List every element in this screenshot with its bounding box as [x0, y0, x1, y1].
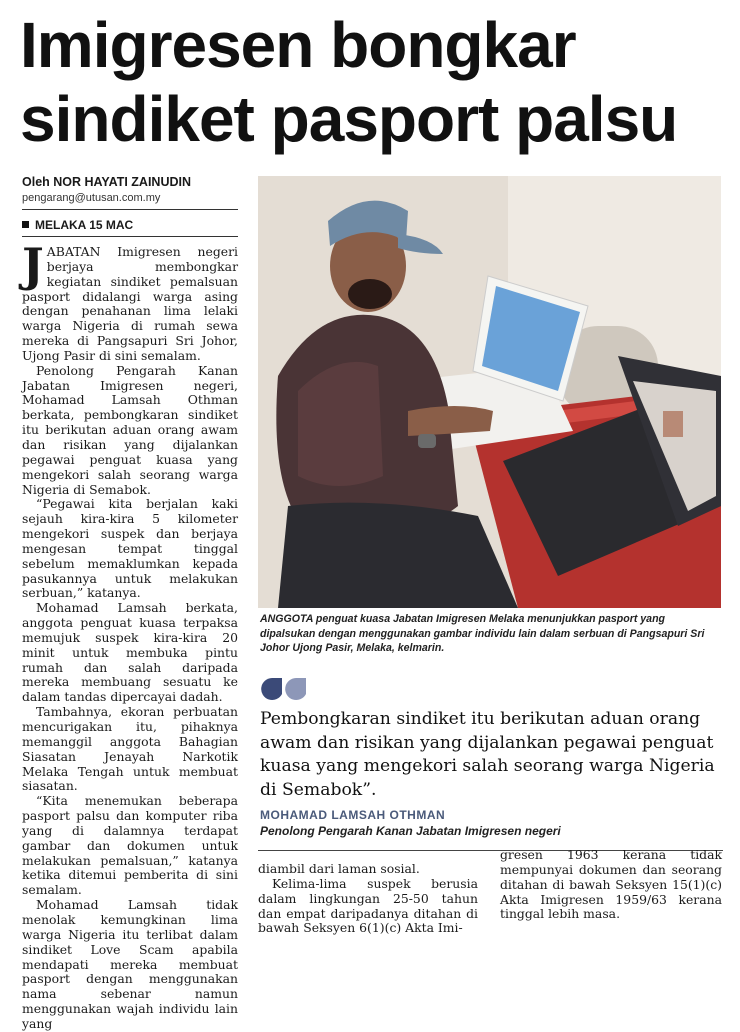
paragraph: gresen 1963 kerana tidak mempunyai dokumen dan seorang ditahan di bawah Seksyen 15(1)(c) Akta Imigresen 1959/63 kerana tinggal lebih masa. — [500, 847, 722, 922]
photo-illustration — [258, 176, 721, 608]
paragraph: Tambahnya, ekoran perbuatan mencurigakan itu, pihaknya memanggil anggota Bahagian Siasatan Jenayah Narkotik Melaka Tengah untuk membuat siasatan. — [22, 704, 238, 794]
body-column-3 — [500, 848, 722, 922]
byline — [22, 175, 237, 204]
divider — [22, 209, 238, 210]
body-column-1 — [22, 238, 238, 1032]
author-name: Oleh NOR HAYATI ZAINUDIN — [22, 175, 192, 189]
headline-line-2: sindiket pasport palsu — [20, 83, 678, 155]
quote-attribution-name: MOHAMAD LAMSAH OTHMAN — [260, 808, 446, 822]
dateline — [22, 218, 133, 232]
headline — [20, 8, 725, 156]
square-bullet-icon — [22, 221, 29, 228]
paragraph: Mohamad Lamsah tidak menolak kemungkinan lima warga Nigeria itu terlibat dalam sindiket Love Scam apabila mendapati mereka membuat pasport dengan menggunakan nama sebenar namun menggunakan wajah individu lain yang — [22, 897, 238, 1031]
dateline-text: MELAKA 15 MAC — [35, 218, 134, 232]
pull-quote: Pembongkaran sindiket itu berikutan aduan orang awam dan risikan yang dijalankan pegawai penguat kuasa yang mengekori salah seorang warga Nigeria di Semabok”. — [260, 709, 715, 800]
author-email: pengarang@utusan.com.my — [22, 192, 161, 204]
paragraph: “Pegawai kita berjalan kaki sejauh kira-kira 5 kilometer mengekori suspek dan berjaya mengesan tempat tinggal sebelum memaklumkan kepada pasukannya untuk melakukan serbuan,” katanya. — [22, 496, 238, 601]
paragraph: “Kita menemukan beberapa pasport palsu dan komputer riba yang di dalamnya terdapat gambar dan dokumen untuk melakukan pemalsuan,” katanya ketika ditemui pemberita di sini semalam. — [22, 793, 238, 898]
paragraph: Kelima-lima suspek berusia dalam lingkungan 25-50 tahun dan empat daripadanya ditahan di bawah Seksyen 6(1)(c) Akta Imi- — [258, 875, 478, 936]
paragraph: Penolong Pengarah Kanan Jabatan Imigresen negeri, Mohamad Lamsah Othman berkata, pembongkaran sindiket itu berikutan aduan orang awam dan risikan yang dijalankan pegawai penguat kuasa yang mengekori salah seorang warga Nigeria di Semabok. — [22, 362, 238, 497]
photo-caption: ANGGOTA penguat kuasa Jabatan Imigresen Melaka menunjukkan pasport yang dipalsukan dengan menggunakan gambar individu lain dalam serbuan di Pangsapuri Sri Johor Ujong Pasir, Melaka, kelmarin. — [260, 613, 705, 654]
headline-line-1: Imigresen bongkar — [20, 9, 576, 81]
quote-attribution-title: Penolong Pengarah Kanan Jabatan Imigresen negeri — [260, 824, 561, 838]
paragraph: JABATAN Imigresen negeri berjaya membongkar kegiatan sindiket pemalsuan pasport didalangi warga asing dengan penahanan lima lelaki warga Nigeria di rumah sewa mereka di Pangsapuri Sri Johor, Ujong Pasir di sini semalam. — [22, 238, 238, 363]
news-photo — [258, 176, 721, 608]
dropcap: J — [22, 238, 44, 292]
body-column-2 — [258, 862, 478, 936]
quote-icon — [260, 676, 308, 708]
paragraph: diambil dari laman sosial. — [258, 861, 420, 876]
divider — [22, 236, 238, 237]
paragraph: Mohamad Lamsah berkata, anggota penguat kuasa terpaksa memujuk suspek kira-kira 20 minit untuk membuka pintu rumah dan salah daripada mereka membuang sesuatu ke dalam tandas dipercayai dadah. — [22, 600, 238, 705]
